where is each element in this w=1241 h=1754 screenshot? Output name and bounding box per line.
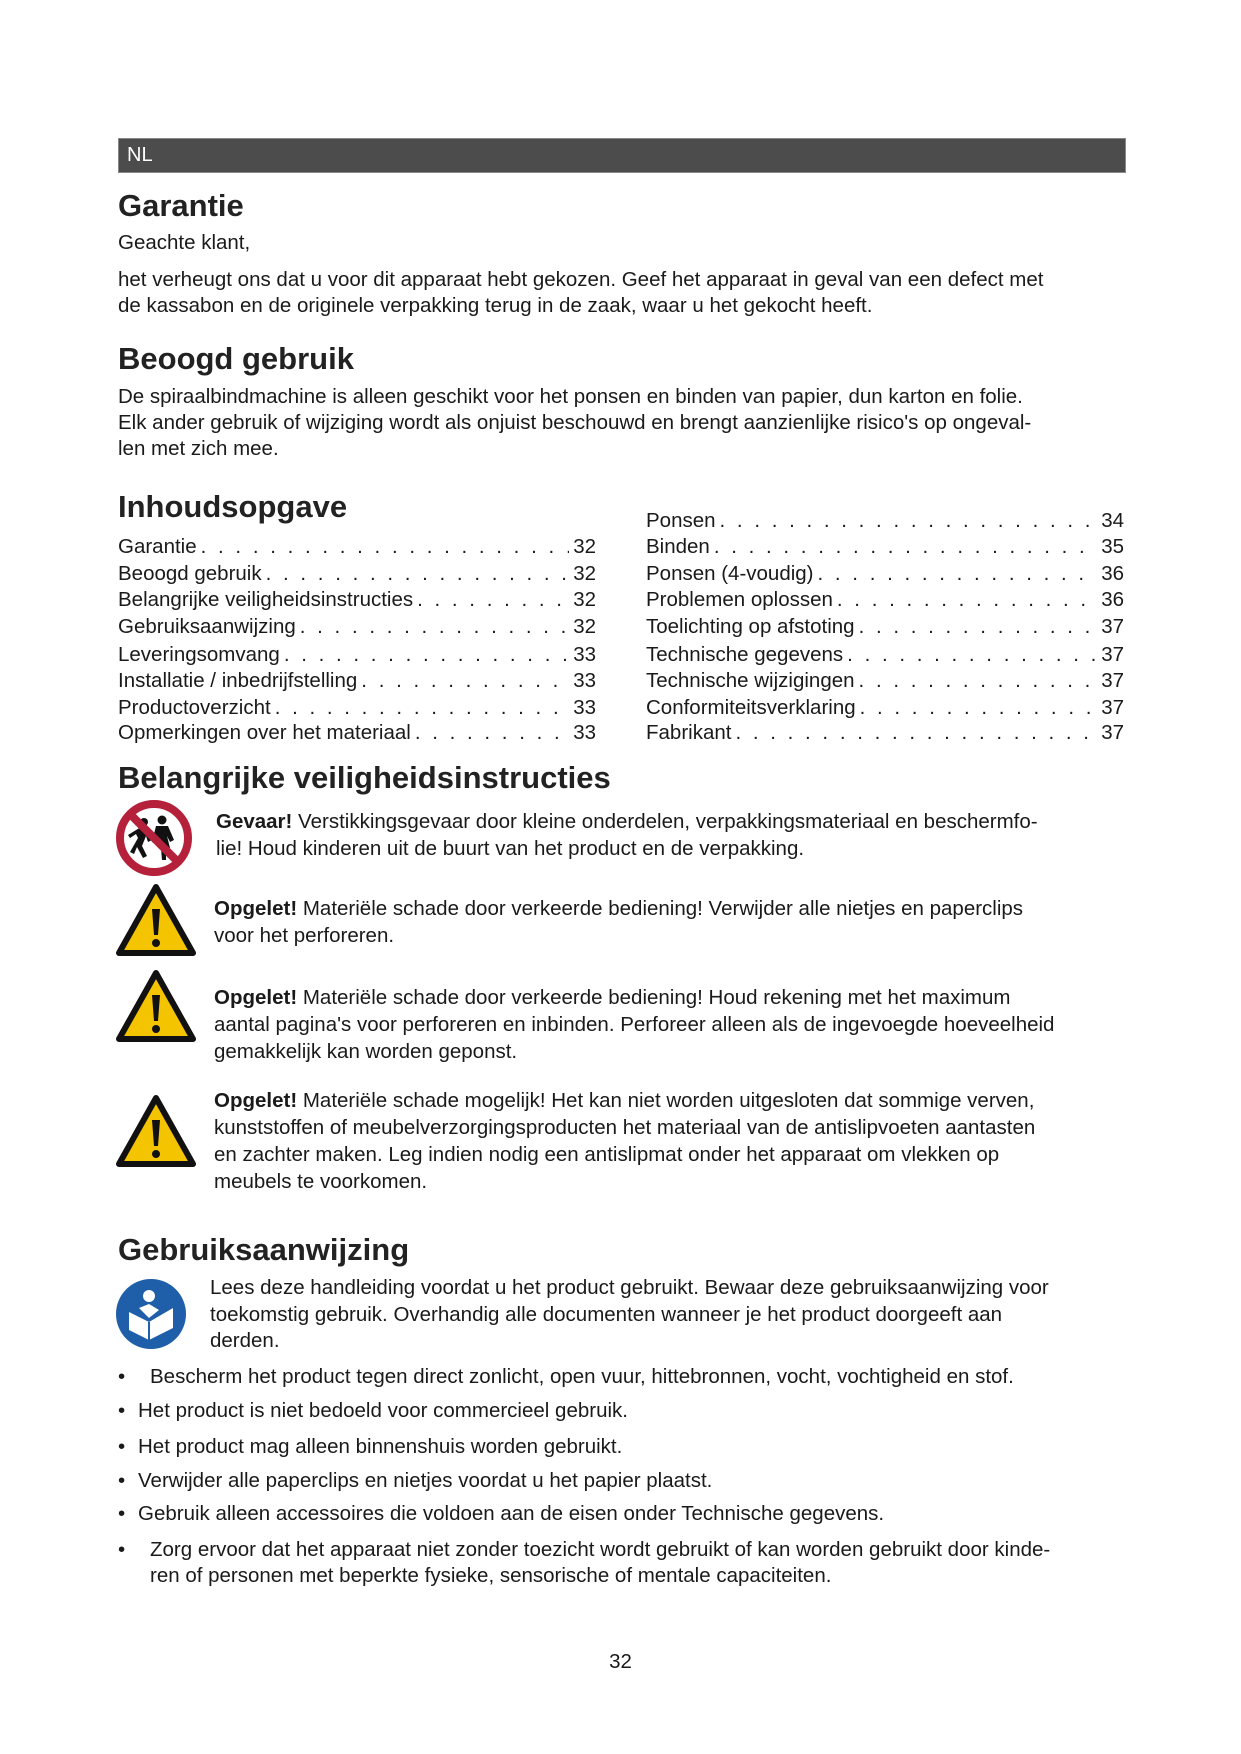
- toc-entry-label: Technische wijzigingen: [646, 669, 855, 692]
- safety-heading: Belangrijke veiligheidsinstructies: [118, 760, 611, 795]
- toc-entry-label: Binden: [646, 535, 710, 558]
- toc-entry-label: Fabrikant: [646, 721, 732, 744]
- toc-entry-label: Leveringsomvang: [118, 643, 280, 666]
- bullet-item: [118, 1537, 1050, 1589]
- bullet-item: [118, 1501, 884, 1527]
- toc-entry-page: 32: [573, 615, 596, 638]
- safety-label: Opgelet!: [214, 897, 298, 920]
- toc-entry[interactable]: [646, 694, 1124, 721]
- toc-entry[interactable]: [118, 613, 596, 640]
- text-line: Het product is niet bedoeld voor commercieel gebruik.: [138, 1399, 628, 1422]
- bullet-item: [118, 1434, 622, 1460]
- bullet-icon: •: [118, 1538, 126, 1561]
- toc-entry-label: Technische gegevens: [646, 643, 844, 666]
- toc-leader: [284, 641, 569, 668]
- safety-item: [216, 808, 1038, 862]
- safety-label: Opgelet!: [214, 986, 298, 1009]
- toc-leader: [847, 641, 1097, 668]
- toc-leader: [415, 719, 569, 746]
- warning-triangle-icon: [115, 969, 197, 1043]
- toc-entry[interactable]: [118, 533, 596, 560]
- text-line: de kassabon en de originele verpakking terug in de zaak, waar u het gekocht heeft.: [118, 294, 873, 317]
- toc-entry-page: 32: [573, 588, 596, 611]
- text-line: en zachter maken. Leg indien nodig een antislipmat onder het apparaat om vlekken op: [214, 1143, 1000, 1166]
- toc-leader: [860, 694, 1098, 721]
- bullet-icon: •: [118, 1365, 126, 1388]
- toc-entry-label: Installatie / inbedrijfstelling: [118, 669, 358, 692]
- text-line: Verstikkingsgevaar door kleine onderdelen, verpakkingsmateriaal en beschermfo-: [292, 810, 1038, 833]
- text-line: aantal pagina's voor perforeren en inbinden. Perforeer alleen als de ingevoegde hoeveelheid: [214, 1013, 1055, 1036]
- usage-heading: Gebruiksaanwijzing: [118, 1232, 410, 1267]
- toc-entry[interactable]: [118, 667, 596, 694]
- toc-leader: [201, 533, 570, 560]
- text-line: Verwijder alle paperclips en nietjes voordat u het papier plaatst.: [138, 1469, 713, 1492]
- toc-entry-page: 37: [1101, 643, 1124, 666]
- bullet-icon: •: [118, 1399, 126, 1422]
- toc-entry-label: Ponsen: [646, 509, 716, 532]
- text-line: len met zich mee.: [118, 437, 279, 460]
- toc-entry-page: 36: [1101, 562, 1124, 585]
- toc-entry-page: 33: [573, 696, 596, 719]
- text-line: toekomstig gebruik. Overhandig alle documenten wanneer je het product doorgeeft aan: [210, 1302, 1003, 1326]
- toc-entry[interactable]: [118, 719, 596, 746]
- toc-entry-page: 35: [1101, 535, 1124, 558]
- page-number: 32: [609, 1650, 632, 1673]
- toc-entry[interactable]: [646, 613, 1124, 640]
- toc-leader: [714, 533, 1097, 560]
- read-manual-icon: [115, 1278, 187, 1350]
- text-line: meubels te voorkomen.: [214, 1170, 428, 1193]
- bullet-item: [118, 1398, 628, 1424]
- bullet-item: [118, 1364, 1014, 1390]
- toc-entry-label: Ponsen (4-voudig): [646, 562, 814, 585]
- toc-entry-label: Beoogd gebruik: [118, 562, 262, 585]
- text-line: Zorg ervoor dat het apparaat niet zonder toezicht wordt gebruikt of kan worden gebruikt door kinde-: [150, 1538, 1051, 1561]
- toc-leader: [818, 560, 1098, 587]
- beoogd-text: [118, 384, 1138, 462]
- toc-entry-page: 37: [1101, 721, 1124, 744]
- language-bar: [118, 138, 1126, 173]
- toc-leader: [735, 719, 1097, 746]
- text-line: gemakkelijk kan worden geponst.: [214, 1040, 518, 1063]
- safety-item: [214, 895, 1023, 949]
- toc-entry[interactable]: [646, 507, 1124, 534]
- toc-entry-page: 37: [1101, 615, 1124, 638]
- text-line: voor het perforeren.: [214, 924, 395, 947]
- text-line: De spiraalbindmachine is alleen geschikt voor het ponsen en binden van papier, dun karton en folie.: [118, 385, 1023, 408]
- warning-triangle-icon: [115, 1094, 197, 1168]
- toc-leader: [275, 694, 570, 721]
- language-label: NL: [127, 144, 153, 166]
- text-line: Materiële schade door verkeerde bediening! Verwijder alle nietjes en paperclips: [297, 897, 1024, 920]
- text-line: Elk ander gebruik of wijziging wordt als onjuist beschouwd en brengt aanzienlijke risico's op ongeval-: [118, 411, 1032, 434]
- toc-entry[interactable]: [118, 560, 596, 587]
- toc-entry[interactable]: [646, 533, 1124, 560]
- toc-entry[interactable]: [646, 667, 1124, 694]
- toc-entry-page: 37: [1101, 696, 1124, 719]
- toc-entry-label: Belangrijke veiligheidsinstructies: [118, 588, 414, 611]
- toc-entry-page: 33: [573, 669, 596, 692]
- garantie-heading: Garantie: [118, 188, 244, 223]
- garantie-salutation: Geachte klant,: [118, 231, 251, 254]
- text-line: Materiële schade door verkeerde bediening! Houd rekening met het maximum: [297, 986, 1011, 1009]
- toc-entry-label: Conformiteitsverklaring: [646, 696, 856, 719]
- toc-entry[interactable]: [646, 560, 1124, 587]
- toc-leader: [837, 586, 1097, 613]
- text-line: Materiële schade mogelijk! Het kan niet worden uitgesloten dat sommige verven,: [297, 1089, 1035, 1112]
- text-line: ren of personen met beperkte fysieke, sensorische of mentale capaciteiten.: [150, 1564, 832, 1587]
- toc-entry[interactable]: [646, 586, 1124, 613]
- safety-item: [214, 1087, 1035, 1195]
- text-line: Gebruik alleen accessoires die voldoen aan de eisen onder Technische gegevens.: [138, 1502, 885, 1525]
- toc-entry[interactable]: [646, 641, 1124, 668]
- text-line: lie! Houd kinderen uit de buurt van het product en de verpakking.: [216, 837, 805, 860]
- toc-entry-page: 37: [1101, 669, 1124, 692]
- toc-entry-page: 32: [573, 562, 596, 585]
- toc-entry[interactable]: [118, 641, 596, 668]
- bullet-item: [118, 1468, 712, 1494]
- text-line: Lees deze handleiding voordat u het product gebruikt. Bewaar deze gebruiksaanwijzing voor: [210, 1276, 1049, 1299]
- toc-leader: [361, 667, 569, 694]
- toc-entry-page: 36: [1101, 588, 1124, 611]
- text-line: het verheugt ons dat u voor dit apparaat hebt gekozen. Geef het apparaat in geval van een defect met: [118, 268, 1044, 291]
- toc-entry-page: 33: [573, 721, 596, 744]
- toc-entry-page: 33: [573, 643, 596, 666]
- toc-entry-page: 32: [573, 535, 596, 558]
- toc-entry[interactable]: [646, 719, 1124, 746]
- text-line: Het product mag alleen binnenshuis worden gebruikt.: [138, 1435, 623, 1458]
- toc-leader: [417, 586, 569, 613]
- toc-entry-label: Gebruiksaanwijzing: [118, 615, 296, 638]
- safety-item: [214, 984, 1054, 1065]
- garantie-text: [118, 267, 1138, 319]
- toc-entry-label: Toelichting op afstoting: [646, 615, 855, 638]
- toc-heading: Inhoudsopgave: [118, 489, 348, 524]
- bullet-icon: •: [118, 1469, 126, 1492]
- usage-intro: [210, 1275, 1049, 1355]
- safety-label: Opgelet!: [214, 1089, 298, 1112]
- bullet-icon: •: [118, 1502, 126, 1525]
- bullet-icon: •: [118, 1435, 126, 1458]
- no-children-icon: [114, 798, 194, 878]
- toc-entry-page: 34: [1101, 509, 1124, 532]
- safety-label: Gevaar!: [216, 810, 293, 833]
- toc-entry-label: Garantie: [118, 535, 197, 558]
- toc-leader: [300, 613, 569, 640]
- text-line: kunststoffen of meubelverzorgingsproducten het materiaal van de antislipvoeten aantasten: [214, 1116, 1036, 1139]
- toc-leader: [859, 613, 1098, 640]
- toc-entry-label: Problemen oplossen: [646, 588, 833, 611]
- beoogd-heading: Beoogd gebruik: [118, 341, 354, 376]
- toc-entry-label: Opmerkingen over het materiaal: [118, 721, 411, 744]
- toc-entry[interactable]: [118, 586, 596, 613]
- toc-leader: [720, 507, 1098, 534]
- toc-entry[interactable]: [118, 694, 596, 721]
- text-line: Bescherm het product tegen direct zonlicht, open vuur, hittebronnen, vocht, vochtigheid en stof.: [150, 1365, 1014, 1388]
- warning-triangle-icon: [115, 883, 197, 957]
- toc-entry-label: Productoverzicht: [118, 696, 271, 719]
- toc-leader: [266, 560, 570, 587]
- toc-leader: [859, 667, 1098, 694]
- text-line: derden.: [210, 1329, 280, 1352]
